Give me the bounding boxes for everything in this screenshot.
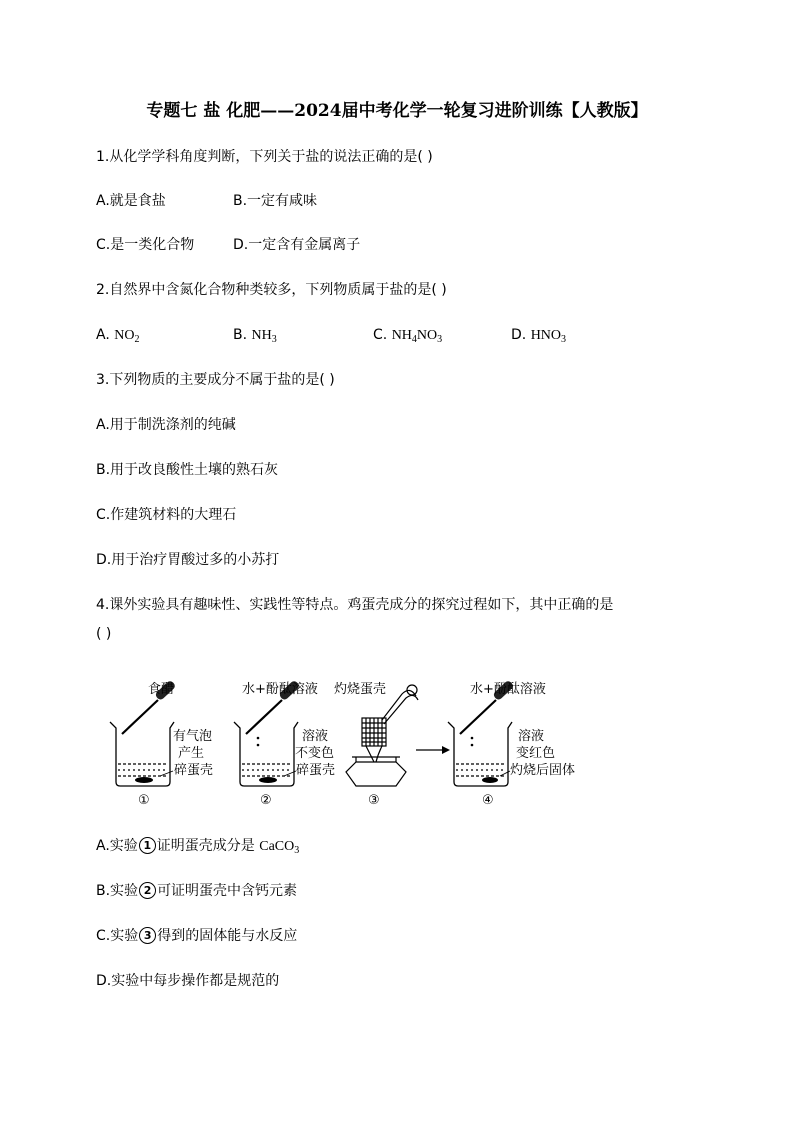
burning-setup <box>346 685 418 786</box>
label-shell-2: 碎蛋壳 <box>296 763 336 778</box>
question-2-stem: 2.自然界中含氮化合物种类较多，下列物质属于盐的是( ) <box>96 282 447 298</box>
circled-number-2: 2 <box>139 882 156 899</box>
page-title: 专题七 盐 化肥——2024届中考化学一轮复习进阶训练【人教版】 <box>146 101 648 121</box>
q4-option-c-text: 得到的固体能与水反应 <box>157 928 298 944</box>
question-4-stem-line-1: 4.课外实验具有趣味性、实践性等特点。鸡蛋壳成分的探究过程如下，其中正确的是 <box>96 597 614 613</box>
q4-option-c-prefix: C.实验 <box>96 928 139 944</box>
beaker-2 <box>234 722 298 786</box>
label-burned-solid: 灼烧后固体 <box>510 763 576 778</box>
burned-solid <box>482 777 498 783</box>
label-num-4: ④ <box>482 793 494 808</box>
formula-nh4no3: $NH_4NO_3$ <box>391 328 443 345</box>
formula-caco3: CaCO$_3$ <box>259 839 300 856</box>
question-3-stem: 3.下列物质的主要成分不属于盐的是( ) <box>96 372 335 388</box>
q4-option-b <box>96 881 297 901</box>
label-num-2: ② <box>260 793 272 808</box>
beaker-4 <box>448 722 512 786</box>
formula-no2: $NO_2$ <box>114 328 140 345</box>
circled-number-1: 1 <box>139 837 156 854</box>
q4-option-b-prefix: B.实验 <box>96 883 139 899</box>
question-4-stem-line-2: ( ) <box>96 626 112 642</box>
label-vinegar: 食醋 <box>148 682 175 697</box>
label-burn-shell: 灼烧蛋壳 <box>334 682 387 697</box>
q2-option-a-letter: A. <box>96 327 110 343</box>
label-solution-2: 溶液 <box>518 729 545 744</box>
formula-nh3: $NH_3$ <box>251 328 277 345</box>
q2-option-a <box>96 325 139 346</box>
experiment-figure <box>100 660 600 810</box>
shell-pieces-2 <box>259 777 277 783</box>
circled-number-3: 3 <box>139 927 156 944</box>
q1-option-c: C.是一类化合物 <box>96 237 195 253</box>
label-num-1: ① <box>138 793 150 808</box>
q2-option-c-letter: C. <box>373 327 388 343</box>
q4-option-b-text: 可证明蛋壳中含钙元素 <box>157 883 298 899</box>
q1-option-a: A.就是食盐 <box>96 193 166 209</box>
formula-hno3: $HNO_3$ <box>530 328 567 345</box>
label-shell: 碎蛋壳 <box>174 763 214 778</box>
label-water-phenolphthalein-2: 水+酚酞溶液 <box>470 682 546 697</box>
q4-option-a-text: 证明蛋壳成分是 <box>156 838 255 854</box>
q1-option-d: D.一定含有金属离子 <box>233 237 361 253</box>
q2-option-b-letter: B. <box>233 327 248 343</box>
question-1-stem: 1.从化学学科角度判断，下列关于盐的说法正确的是( ) <box>96 149 433 165</box>
q3-option-a: A.用于制洗涤剂的纯碱 <box>96 417 236 433</box>
label-turns-red: 变红色 <box>516 746 556 761</box>
label-bubbles-2: 产生 <box>178 746 205 761</box>
q4-option-d: D.实验中每步操作都是规范的 <box>96 973 280 989</box>
label-num-3: ③ <box>368 793 380 808</box>
q3-option-c: C.作建筑材料的大理石 <box>96 507 237 523</box>
q3-option-b: B.用于改良酸性土壤的熟石灰 <box>96 462 279 478</box>
q2-option-d <box>511 325 566 346</box>
q4-option-a-prefix: A.实验 <box>96 838 138 854</box>
q3-option-d: D.用于治疗胃酸过多的小苏打 <box>96 552 280 568</box>
beaker-1 <box>110 722 174 786</box>
q2-option-b <box>233 325 277 346</box>
q1-option-b: B.一定有咸味 <box>233 193 318 209</box>
q4-option-c <box>96 926 297 946</box>
label-bubbles-1: 有气泡 <box>173 729 213 744</box>
label-no-color-change: 不变色 <box>295 746 335 761</box>
q4-option-a <box>96 836 299 857</box>
label-solution-1: 溶液 <box>302 729 329 744</box>
label-water-phenolphthalein-1: 水+酚酞溶液 <box>242 682 318 697</box>
q2-option-d-letter: D. <box>511 327 527 343</box>
shell-pieces-1 <box>135 777 153 783</box>
arrow-icon <box>416 746 450 754</box>
q2-option-c <box>373 325 442 346</box>
